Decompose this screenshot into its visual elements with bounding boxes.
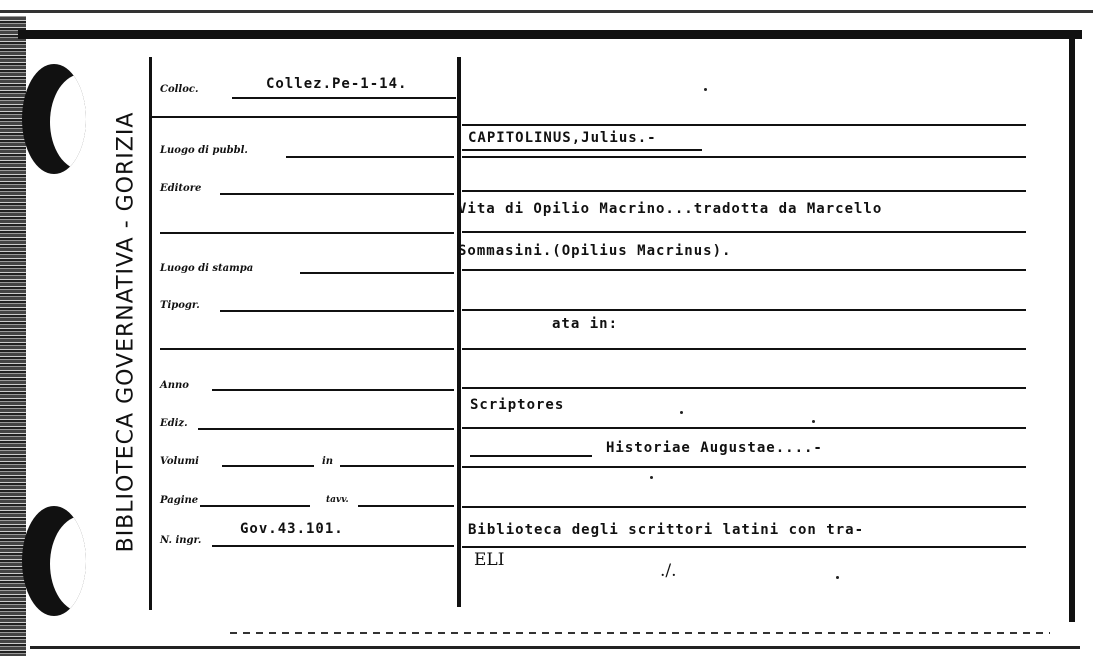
ruled-line xyxy=(462,506,1026,508)
ruled-line xyxy=(462,231,1026,233)
speck xyxy=(812,420,815,423)
ruled-line xyxy=(462,466,1026,468)
card-top-border xyxy=(18,30,1082,39)
speck xyxy=(650,476,653,479)
speck xyxy=(680,411,683,414)
series-line-2: Historiae Augustae....- xyxy=(606,440,823,456)
tipogr-line-2 xyxy=(160,348,454,350)
title-line-2: Sommasini.(Opilius Macrinus). xyxy=(458,243,732,259)
author-underline xyxy=(462,149,702,151)
ruled-line xyxy=(462,269,1026,271)
ruled-line xyxy=(462,427,1026,429)
speck xyxy=(836,576,839,579)
handwritten-note: ELI xyxy=(474,550,505,570)
anno-label: Anno xyxy=(160,380,189,391)
editore-line xyxy=(220,193,454,195)
pagine-label: Pagine xyxy=(160,495,199,506)
collection-line: Biblioteca degli scrittori latini con tra- xyxy=(468,522,865,538)
volumi-line xyxy=(222,465,314,467)
n-ingr-line xyxy=(212,545,454,547)
ruled-line xyxy=(462,124,1026,126)
center-divider-rule xyxy=(457,57,461,607)
speck xyxy=(704,88,707,91)
tipogr-label: Tipogr. xyxy=(160,300,200,311)
library-stamp: BIBLIOTECA GOVERNATIVA - GORIZIA xyxy=(113,111,139,553)
card-bottom-border xyxy=(30,646,1080,649)
n-ingr-value: Gov.43.101. xyxy=(240,521,344,537)
collocazione-line xyxy=(232,97,456,99)
in-label: in xyxy=(322,456,334,467)
editore-label: Editore xyxy=(160,183,202,194)
scan-top-edge xyxy=(0,0,1093,16)
series-line-1: Scriptores xyxy=(470,397,565,413)
crescent-clip-icon xyxy=(22,506,86,616)
ruled-line xyxy=(462,156,1026,158)
n-ingr-label: N. ingr. xyxy=(160,535,202,546)
contained-in-label: ata in: xyxy=(552,316,619,332)
series-blank-line xyxy=(470,455,592,457)
ediz-line xyxy=(198,428,454,430)
collocazione-value: Collez.Pe-1-14. xyxy=(266,76,408,92)
ruled-line xyxy=(462,348,1026,350)
section-divider xyxy=(152,116,458,118)
collocazione-label: Colloc. xyxy=(160,84,199,95)
luogo-stampa-label: Luogo di stampa xyxy=(160,263,254,274)
handwritten-mark: ./. xyxy=(660,561,677,581)
bottom-noise xyxy=(230,632,1050,634)
luogo-stampa-line xyxy=(300,272,454,274)
volumi-label: Volumi xyxy=(160,456,199,467)
crescent-clip-icon xyxy=(22,64,86,174)
ruled-line xyxy=(462,309,1026,311)
ruled-line xyxy=(462,190,1026,192)
ediz-label: Ediz. xyxy=(160,418,188,429)
tipogr-line xyxy=(220,310,454,312)
left-margin-rule xyxy=(149,57,152,610)
tavole-label: tavv. xyxy=(326,495,349,505)
ruled-line xyxy=(462,387,1026,389)
in-line xyxy=(340,465,454,467)
anno-line xyxy=(212,389,454,391)
title-line-1: Vita di Opilio Macrino...tradotta da Marcello xyxy=(458,201,883,217)
pagine-line xyxy=(200,505,310,507)
author-heading: CAPITOLINUS,Julius.- xyxy=(468,130,657,146)
editore-line-2 xyxy=(160,232,454,234)
luogo-pubbl-label: Luogo di pubbl. xyxy=(160,145,248,156)
ruled-line xyxy=(462,546,1026,548)
luogo-pubbl-line xyxy=(286,156,454,158)
card-right-border xyxy=(1069,36,1075,622)
tavole-line xyxy=(358,505,454,507)
